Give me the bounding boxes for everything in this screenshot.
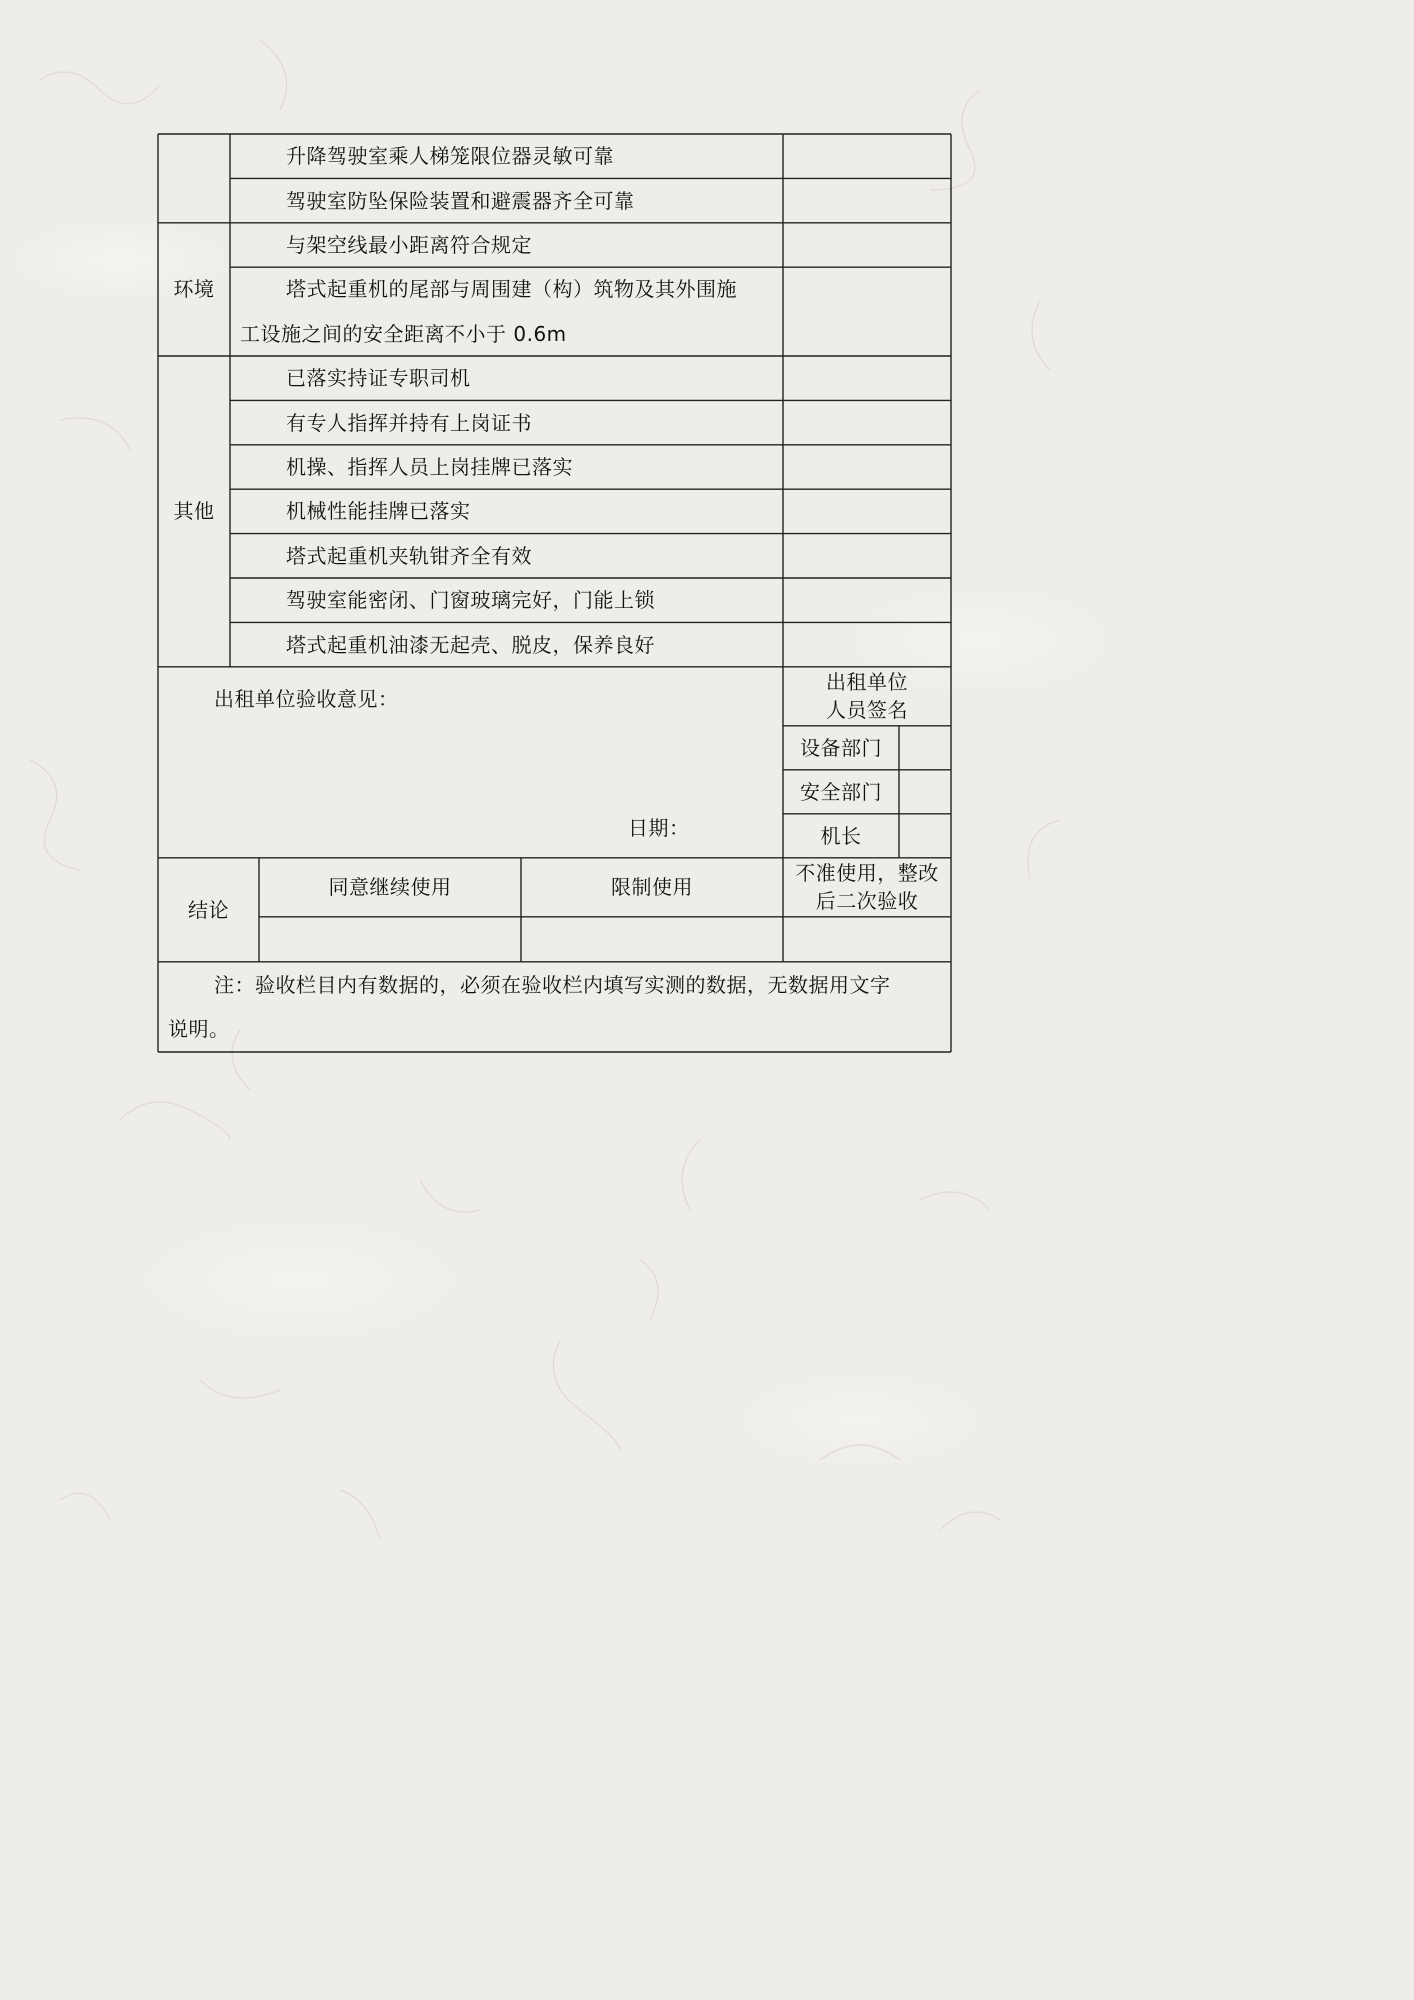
check-item: 机操、指挥人员上岗挂牌已落实 bbox=[286, 455, 573, 479]
check-item: 与架空线最小距离符合规定 bbox=[286, 233, 532, 257]
check-item: 塔式起重机夹轨钳齐全有效 bbox=[286, 543, 532, 568]
check-item: 机械性能挂牌已落实 bbox=[286, 499, 471, 524]
signature-row-operator: 机长 bbox=[820, 823, 862, 848]
signature-header-line: 人员签名 bbox=[826, 698, 908, 723]
conclusion-option-continue: 同意继续使用 bbox=[328, 875, 452, 900]
check-item: 塔式起重机的尾部与周围建（构）筑物及其外围施 bbox=[286, 277, 737, 302]
conclusion-option-line: 不准使用，整改 bbox=[795, 861, 939, 886]
check-item: 驾驶室能密闭、门窗玻璃完好，门能上锁 bbox=[286, 588, 655, 613]
conclusion-option-line: 后二次验收 bbox=[815, 889, 919, 914]
check-item: 有专人指挥并持有上岗证书 bbox=[286, 410, 532, 435]
note-line: 注：验收栏目内有数据的，必须在验收栏内填写实测的数据，无数据用文字 bbox=[214, 972, 891, 997]
note-line: 说明。 bbox=[168, 1016, 230, 1041]
conclusion-option-prohibited bbox=[795, 859, 939, 915]
signature-header bbox=[826, 668, 908, 724]
signature-header-line: 出租单位 bbox=[826, 670, 908, 695]
check-item-continuation: 工设施之间的安全距离不小于 0.6m bbox=[240, 321, 567, 346]
conclusion-option-restricted: 限制使用 bbox=[611, 875, 693, 900]
inspection-form-table bbox=[158, 134, 951, 1052]
section-label-environment: 环境 bbox=[173, 277, 215, 302]
signature-row-equipment: 设备部门 bbox=[800, 735, 882, 760]
date-label: 日期： bbox=[628, 815, 690, 840]
conclusion-label: 结论 bbox=[188, 897, 229, 922]
section-label-other: 其他 bbox=[173, 499, 215, 524]
check-item: 驾驶室防坠保险装置和避震器齐全可靠 bbox=[286, 188, 635, 213]
check-item: 升降驾驶室乘人梯笼限位器灵敏可靠 bbox=[286, 144, 614, 169]
check-item: 塔式起重机油漆无起壳、脱皮，保养良好 bbox=[286, 632, 655, 657]
opinion-title: 出租单位验收意见： bbox=[214, 686, 399, 711]
signature-row-safety: 安全部门 bbox=[800, 779, 882, 804]
check-item: 已落实持证专职司机 bbox=[286, 366, 471, 391]
